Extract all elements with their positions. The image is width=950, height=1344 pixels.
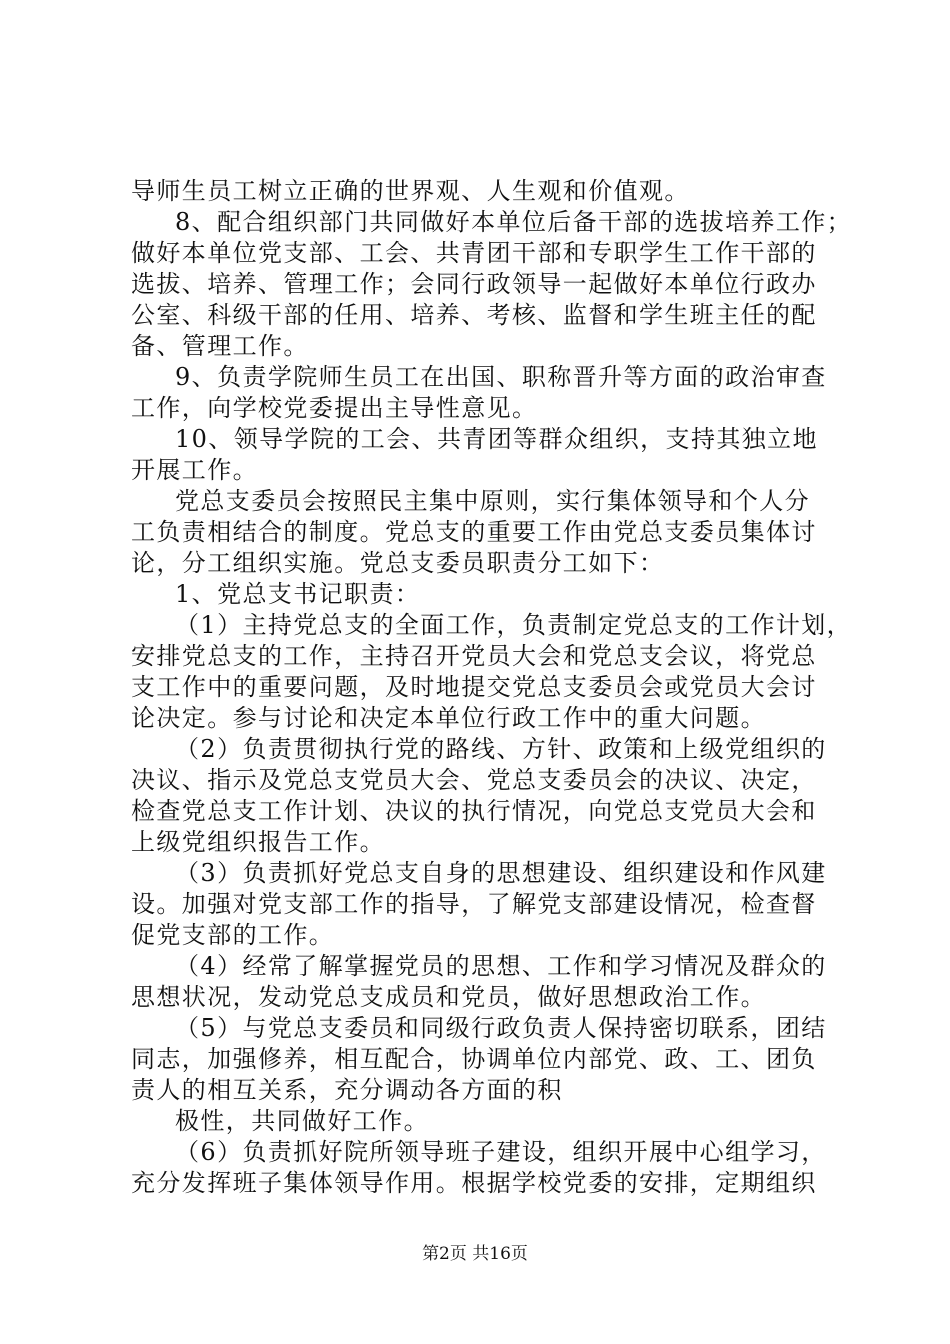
text-line: 开展工作。	[131, 456, 258, 484]
text-line: 工负责相结合的制度。党总支的重要工作由党总支委员集体讨	[131, 518, 817, 546]
text-line: 论，分工组织实施。党总支委员职责分工如下：	[131, 549, 665, 577]
page-number-footer: 第2页 共16页	[422, 1244, 528, 1264]
text-line: 10、领导学院的工会、共青团等群众组织，支持其独立地	[175, 425, 818, 453]
text-line: 支工作中的重要问题，及时地提交党总支委员会或党员大会讨	[131, 673, 817, 701]
text-line: 导师生员工树立正确的世界观、人生观和价值观。	[131, 177, 690, 205]
text-line: 9、负责学院师生员工在出国、职称晋升等方面的政治审查	[175, 363, 827, 391]
text-line: 促党支部的工作。	[131, 921, 335, 949]
text-line: 上级党组织报告工作。	[131, 828, 385, 856]
text-line: 工作，向学校党委提出主导性意见。	[131, 394, 538, 422]
text-line: （4）经常了解掌握党员的思想、工作和学习情况及群众的	[175, 952, 827, 980]
text-line: 决议、指示及党总支党员大会、党总支委员会的决议、决定，	[131, 766, 817, 794]
text-line: 党总支委员会按照民主集中原则，实行集体领导和个人分	[175, 487, 810, 515]
text-line: 8、配合组织部门共同做好本单位后备干部的选拔培养工作；	[175, 208, 853, 236]
text-line: 极性，共同做好工作。	[175, 1107, 429, 1135]
text-line: 安排党总支的工作，主持召开党员大会和党总支会议，将党总	[131, 642, 817, 670]
text-line: 充分发挥班子集体领导作用。根据学校党委的安排，定期组织	[131, 1169, 817, 1197]
text-line: （2）负责贯彻执行党的路线、方针、政策和上级党组织的	[175, 735, 827, 763]
text-line: （6）负责抓好院所领导班子建设，组织开展中心组学习，	[175, 1138, 827, 1166]
text-line: 选拔、培养、管理工作；会同行政领导一起做好本单位行政办	[131, 270, 817, 298]
text-line: （1）主持党总支的全面工作，负责制定党总支的工作计划，	[175, 611, 853, 639]
text-line: （3）负责抓好党总支自身的思想建设、组织建设和作风建	[175, 859, 827, 887]
text-line: （5）与党总支委员和同级行政负责人保持密切联系，团结	[175, 1014, 827, 1042]
text-line: 同志，加强修养，相互配合，协调单位内部党、政、工、团负	[131, 1045, 817, 1073]
text-line: 思想状况，发动党总支成员和党员，做好思想政治工作。	[131, 983, 766, 1011]
text-line: 责人的相互关系，充分调动各方面的积	[131, 1076, 563, 1104]
text-line: 备、管理工作。	[131, 332, 309, 360]
text-line: 公室、科级干部的任用、培养、考核、监督和学生班主任的配	[131, 301, 817, 329]
text-line: 1、党总支书记职责：	[175, 580, 421, 608]
text-line: 论决定。参与讨论和决定本单位行政工作中的重大问题。	[131, 704, 766, 732]
text-line: 做好本单位党支部、工会、共青团干部和专职学生工作干部的	[131, 239, 817, 267]
text-line: 设。加强对党支部工作的指导，了解党支部建设情况，检查督	[131, 890, 817, 918]
text-line: 检查党总支工作计划、决议的执行情况，向党总支党员大会和	[131, 797, 817, 825]
